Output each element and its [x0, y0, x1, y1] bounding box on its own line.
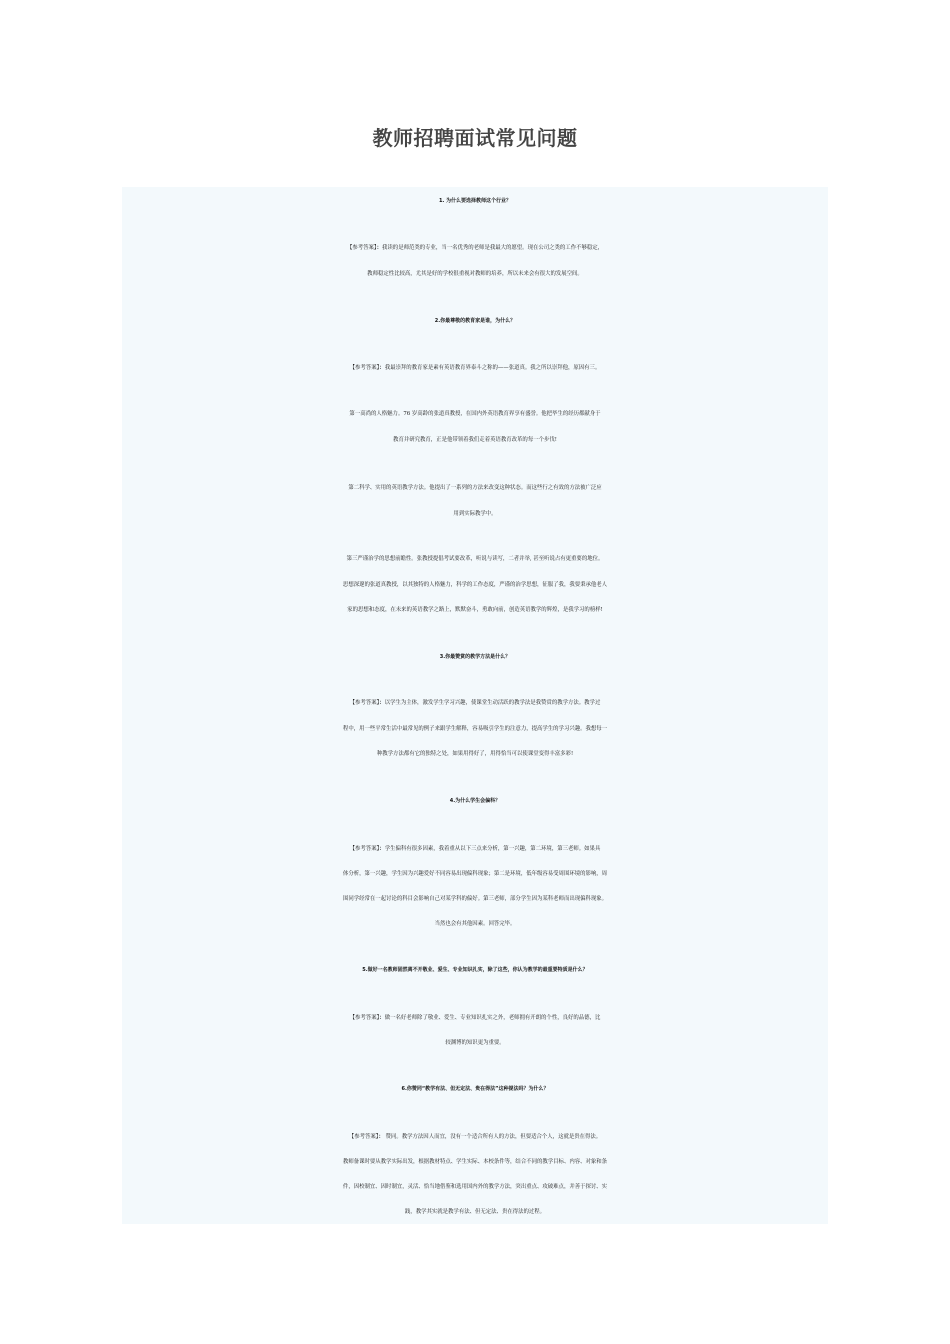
- question-6: 6.你赞同“教学有法、但无定法、贵在得法”这种提法吗？为什么？: [401, 1086, 549, 1092]
- answer-label: 【参考答案】: [349, 1015, 380, 1021]
- answer-6-line-4: 践，教学其实就是教学有法、但无定法、贵在得法的过程。: [404, 1209, 546, 1215]
- answer-6-line-3: 件，因校制宜、因时制宜，灵活、恰当地借鉴和选用国内外的教学方法，突出重点、攻破难点，并善于探讨、实: [342, 1184, 608, 1190]
- question-1: 1. 为什么要选择教师这个行业？: [438, 198, 512, 204]
- answer-6-line-1: 【参考答案】： 赞同。教学方法因人而宜，没有一个适合所有人的方法，但要适合个人，这就是贵在得法。: [348, 1134, 602, 1140]
- answer-2-para-3-line-3: 家的思想和态度，在未来的英语教学之路上，默默奋斗，勇敢向前，创造英语教学的辉煌，是我学习的榜样!: [347, 607, 603, 613]
- answer-5-line-2: 较渊博的知识更为重要。: [445, 1040, 505, 1046]
- question-3: 3.你最赞赏的教学方法是什么？: [439, 654, 511, 660]
- answer-2-para-3-line-1: 第三严谨治学的思想前瞻性。张教授提倡考试要改革，听说与读写，二者并举, 甚至听说占有更重要的地位。: [346, 556, 604, 562]
- answer-1-line-1: 【参考答案】：我读的是师范类的专业，当一名优秀的老师是我最大的愿望。现在公司之类的工作不够稳定，: [346, 245, 604, 251]
- answer-4-line-4: 当然也会有其他因素。回答完毕。: [434, 921, 516, 927]
- question-2: 2.你最尊敬的教育家是谁，为什么？: [434, 318, 516, 324]
- question-4: 4.为什么学生会偏科？: [449, 798, 501, 804]
- answer-3-line-2: 程中，用一些平常生活中最常见的例子来跟学生解释，容易吸引学生的注意力，提高学生的学习兴趣。我想每一: [342, 726, 608, 732]
- answer-4-line-3: 围同学经常在一起讨论的科目会影响自己对某学科的偏好。第三老师，部分学生因为某科老师而出现偏科现象。: [342, 896, 608, 902]
- answer-4-line-1: 【参考答案】：学生偏科有很多因素，我着重从以下三点来分析，第一兴趣，第二环境，第三老师。如果具: [349, 846, 601, 852]
- answer-2-para-2-line-1: 第二科学、实用的英语教学方法。他提出了一系列的方法来改变这种状态。而这些行之有效的方法被广泛应: [348, 485, 602, 491]
- question-5: 5.做好一名教师固然离不开敬业、爱生、专业知识扎实，除了这些，你认为教学的最重要特质是什么？: [362, 967, 588, 973]
- answer-2-para-1-line-1: 第一高尚的人格魅力。76 岁高龄的张道真教授，在国内外英语教育界享有盛誉。他把毕生的经历都献身于: [349, 411, 601, 417]
- answer-label: 【参考答案】: [349, 846, 380, 852]
- answer-2-para-3-line-2: 思想深邃的张道真教授，以其独特的人格魅力，科学的工作态度，严谨的治学思想，征服了我，我要秉承他老人: [342, 582, 608, 588]
- answer-2-para-1-line-2: 教育并研究教育，正是他带领着我们走着英语教育改革的每一个步伐!: [393, 437, 557, 443]
- answer-2-line-1: 【参考答案】：我最崇拜的教育家是素有英语教育界泰斗之称的——张道真。我之所以崇拜他，原因有三。: [349, 365, 601, 371]
- answer-label: 【参考答案】: [348, 1134, 379, 1140]
- answer-1-line-2: 教师稳定性比较高，尤其是好的学校很重视对教师的培养，所以未来会有很大的发展空间。: [367, 271, 583, 277]
- answer-2-para-2-line-2: 用到实际教学中。: [453, 511, 497, 517]
- answer-label: 【参考答案】: [349, 365, 380, 371]
- answer-5-line-1: 【参考答案】：做一名好老师除了敬业、爱生、专业知识扎实之外，老师拥有开朗的个性，良好的品德，比: [349, 1015, 601, 1021]
- answer-4-line-2: 体分析，第一兴趣，学生因为兴趣爱好不同容易出现偏科现象；第二是环境，低年级容易受周围环境的影响，周: [342, 871, 608, 877]
- answer-3-line-1: 【参考答案】：以学生为主体，激发学生学习兴趣，使课堂生动活跃的教学法是我赞赏的教学方法。教学过: [349, 700, 601, 706]
- page-title: 教师招聘面试常见问题: [372, 126, 578, 150]
- answer-3-line-3: 种教学方法都有它的独特之处，如果用得好了，用得恰当可以使课堂变得丰富多彩!: [376, 751, 574, 757]
- answer-6-line-2: 教师备课时要从教学实际出发，根据教材特点、学生实际、本校条件等，结合不同的教学目标、内容、对象和条: [342, 1159, 608, 1165]
- answer-label: 【参考答案】: [349, 700, 380, 706]
- answer-label: 【参考答案】: [346, 245, 377, 251]
